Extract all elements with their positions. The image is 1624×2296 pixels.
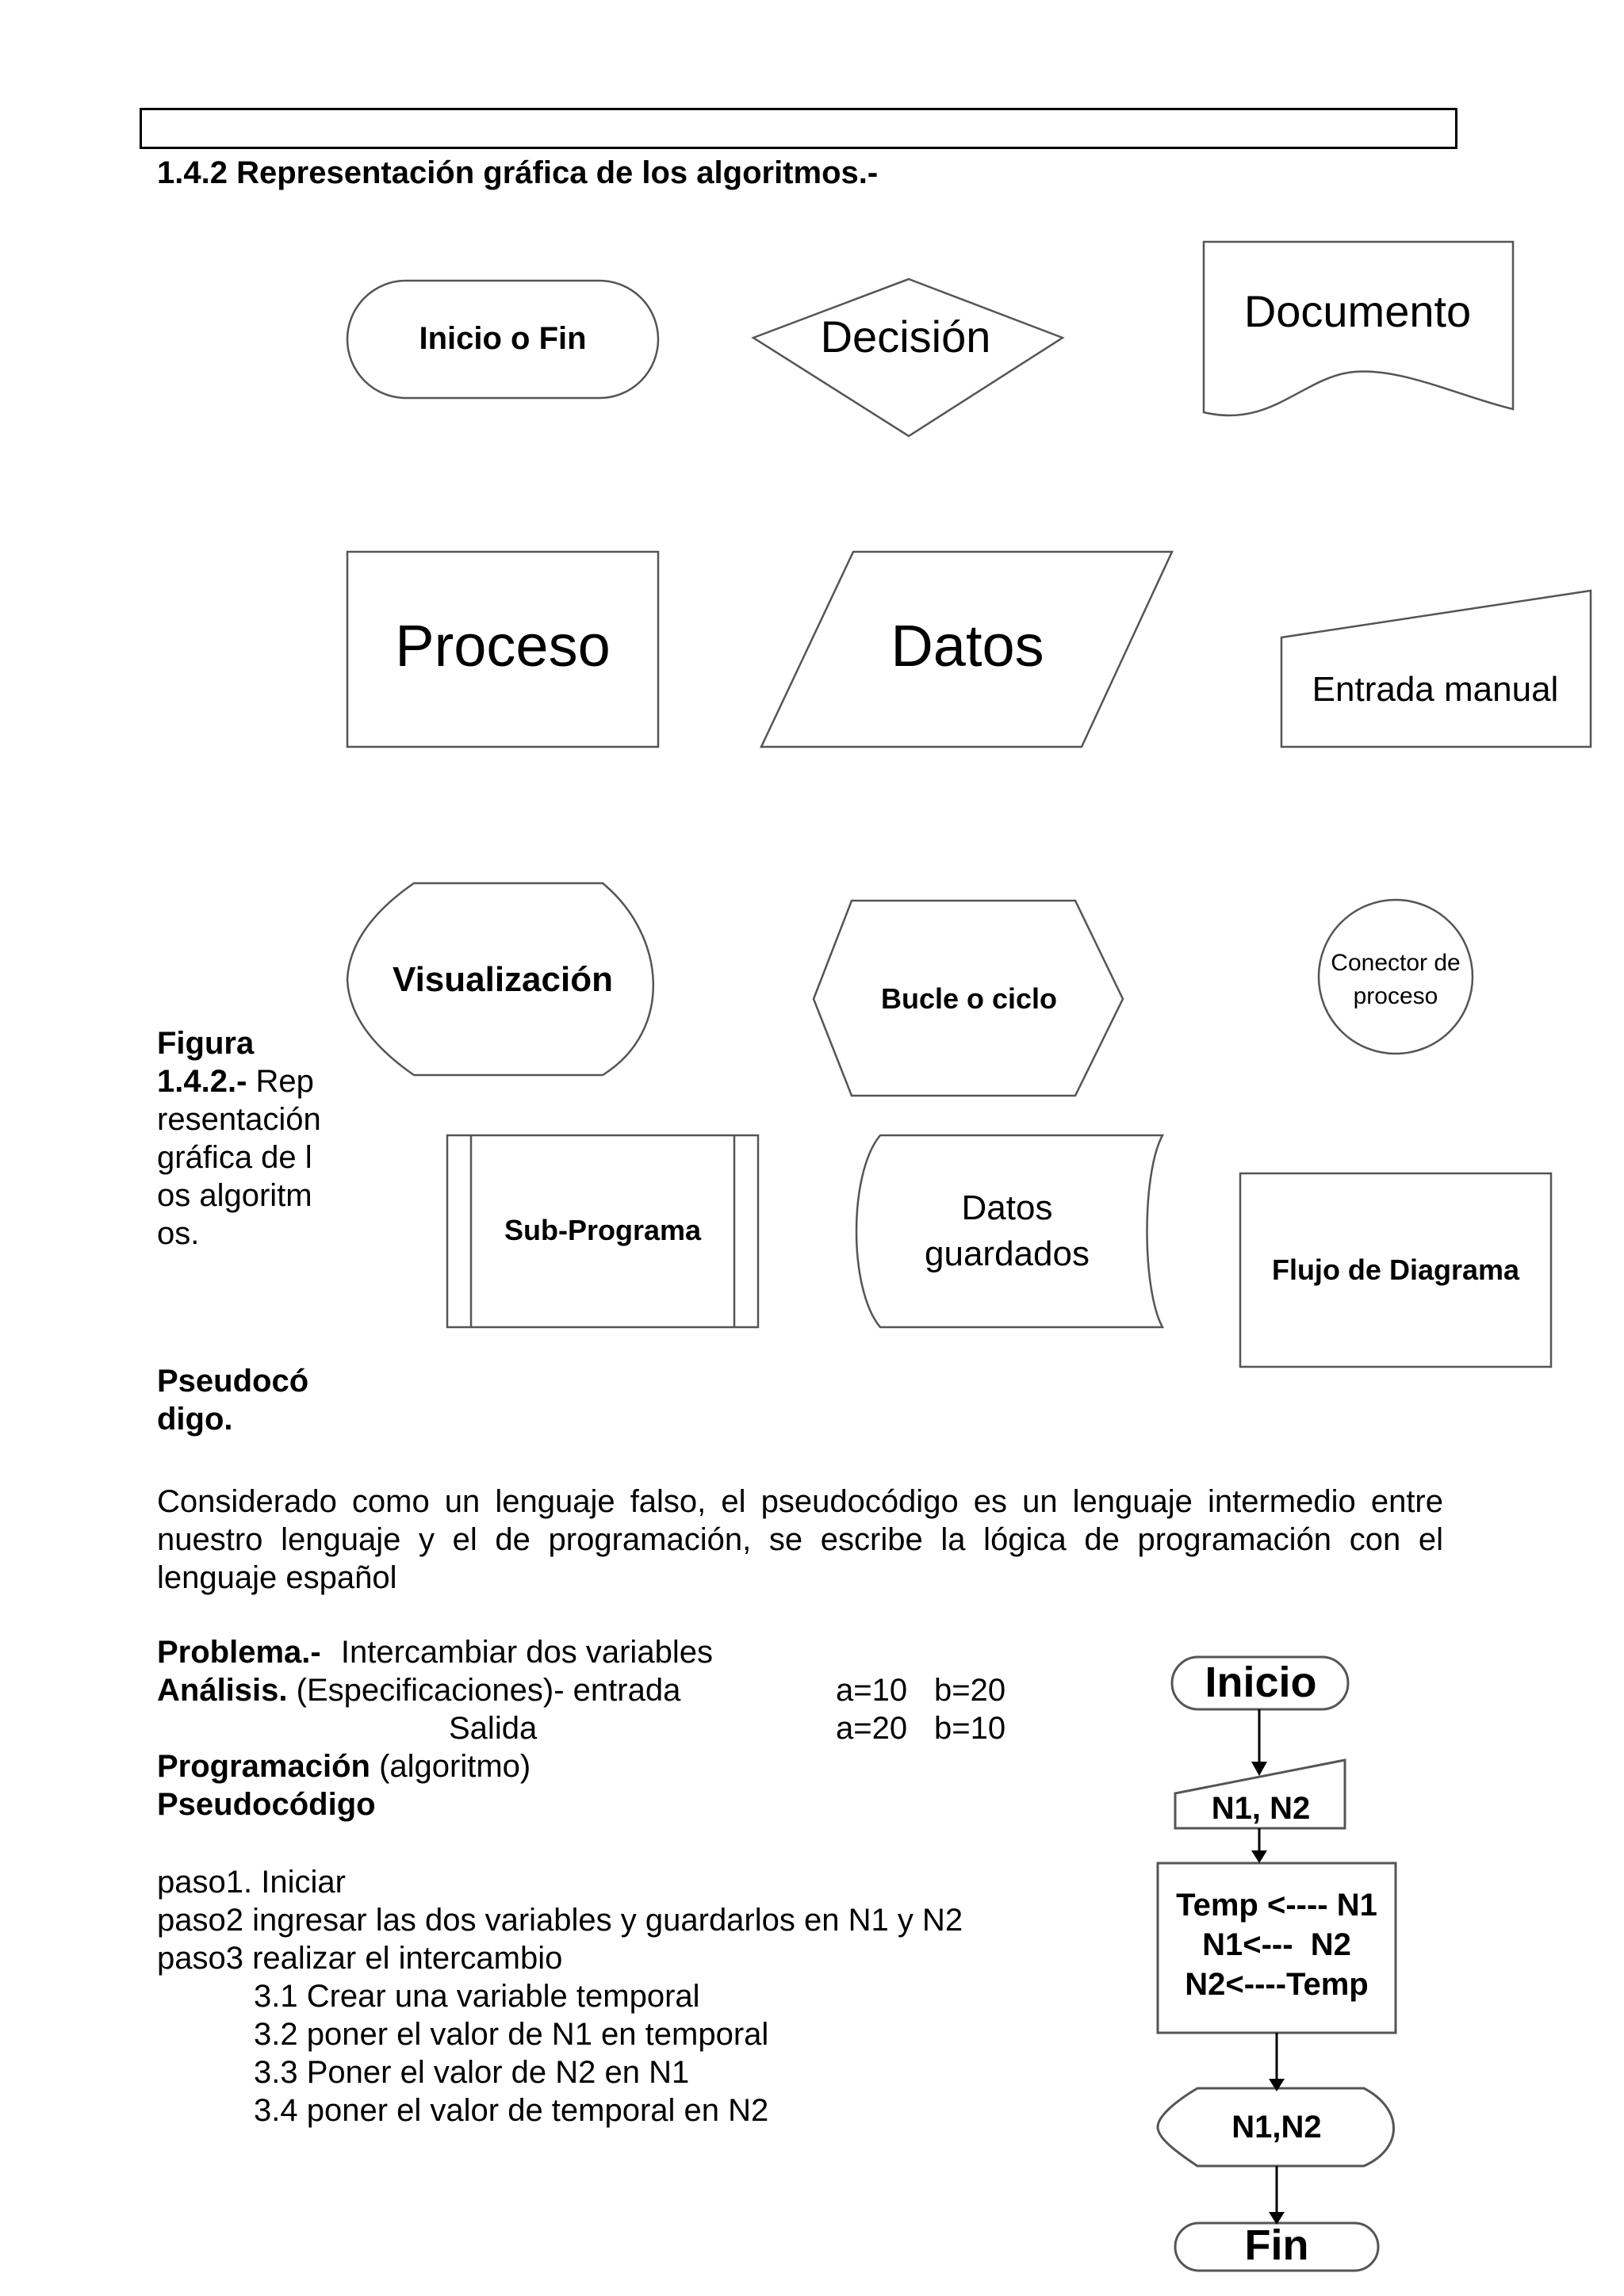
label-conector-2: proceso <box>1353 983 1438 1009</box>
programacion-text: (algoritmo) <box>379 1749 531 1784</box>
fc-process-line-2: N1<--- N2 <box>1202 1927 1351 1962</box>
problema-text: Intercambiar dos variables <box>340 1635 713 1670</box>
entrada-a: a=10 <box>836 1673 908 1708</box>
label-datos: Datos <box>891 613 1044 679</box>
label-decision: Decisión <box>820 312 991 362</box>
fc-inicio-text: Inicio <box>1205 1659 1317 1706</box>
fc-process-line-1: Temp <---- N1 <box>1176 1888 1377 1923</box>
salida-b: b=10 <box>934 1711 1006 1746</box>
programacion-line <box>157 1747 530 1785</box>
fc-arrowhead-2 <box>1251 1850 1267 1863</box>
problem-line <box>157 1633 713 1671</box>
label-datos-guardados-2: guardados <box>925 1234 1090 1273</box>
caption-label: Figura 1.4.2.- <box>157 1026 255 1099</box>
connector-symbol <box>1319 900 1473 1054</box>
entrada-b: b=20 <box>934 1673 1006 1708</box>
label-proceso: Proceso <box>395 613 611 679</box>
stored-data-symbol <box>856 1135 1162 1327</box>
label-datos-guardados-1: Datos <box>961 1188 1053 1227</box>
caption-text: Representación gráfica de los algoritmos. <box>157 1064 321 1251</box>
step-3: paso3 realizar el intercambio <box>157 1941 563 1976</box>
intro-paragraph: Considerado como un lenguaje falso, el pseudocódigo es un lenguaje intermedio entre nuestro lenguaje y el de programación, se escribe la lógica de programación con el lenguaje español <box>157 1484 1443 1595</box>
problema-label: Problema.- <box>157 1635 321 1670</box>
salida-a: a=20 <box>836 1711 908 1746</box>
fc-arrowhead-3 <box>1269 2079 1285 2091</box>
label-bucle: Bucle o ciclo <box>880 982 1058 1015</box>
fc-fin-text: Fin <box>1244 2221 1309 2269</box>
label-documento: Documento <box>1243 286 1472 336</box>
substep-2: 3.2 poner el valor de N1 en temporal <box>254 2017 769 2052</box>
manual-input-symbol <box>1281 591 1591 747</box>
substep-1: 3.1 Crear una variable temporal <box>254 1979 700 2014</box>
fc-output-text: N1,N2 <box>1231 2110 1322 2145</box>
fc-arrowhead-1 <box>1251 1762 1267 1776</box>
substep-4: 3.4 poner el valor de temporal en N2 <box>254 2093 769 2128</box>
figure-caption <box>157 1024 324 1253</box>
label-subprograma: Sub-Programa <box>504 1214 702 1246</box>
pseudocodigo-label: Pseudocódigo <box>157 1787 376 1822</box>
step-2: paso2 ingresar las dos variables y guardarlos en N1 y N2 <box>157 1903 963 1938</box>
label-visualizacion: Visualización <box>393 960 613 999</box>
section-title: 1.4.2 Representación gráfica de los algoritmos.- <box>157 155 879 190</box>
fc-input-text: N1, N2 <box>1211 1791 1311 1826</box>
salida-label: Salida <box>449 1711 538 1746</box>
substep-3: 3.3 Poner el valor de N2 en N1 <box>254 2055 690 2090</box>
label-inicio-fin: Inicio o Fin <box>419 321 587 356</box>
analysis-line <box>157 1671 680 1709</box>
label-conector-1: Conector de <box>1331 950 1461 976</box>
fc-process-line-3: N2<----Temp <box>1185 1967 1369 2002</box>
label-flujo: Flujo de Diagrama <box>1271 1253 1520 1286</box>
step-1: paso1. Iniciar <box>157 1865 346 1900</box>
label-entrada-manual: Entrada manual <box>1312 670 1559 709</box>
analisis-label: Análisis. <box>157 1673 288 1708</box>
programacion-label: Programación <box>157 1749 370 1784</box>
pseudocode-heading: Pseudocódigo. <box>157 1364 309 1437</box>
analisis-text: (Especificaciones)- entrada <box>296 1673 681 1708</box>
